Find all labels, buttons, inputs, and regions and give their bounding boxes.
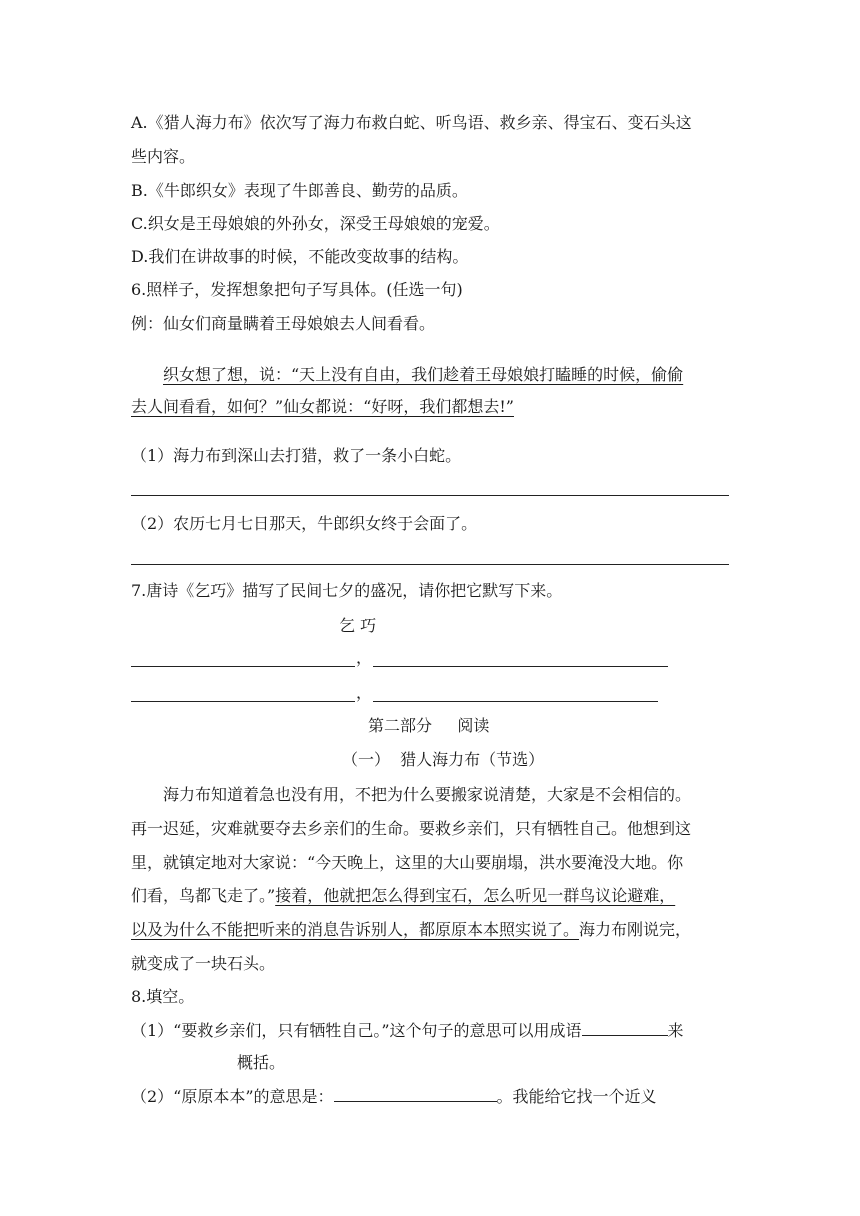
- question-8-item1: [131, 1020, 684, 1042]
- poem-comma-1: ，: [356, 648, 373, 667]
- poem-blank-3[interactable]: [131, 701, 355, 702]
- question-8-item1-text: （1）“要救乡亲们，只有牺牲自己。”这个句子的意思可以用成语: [131, 1021, 582, 1040]
- question-6-item2: （2）农历七月七日那天，牛郎织女终于会面了。: [131, 514, 478, 533]
- question-8-item2-text: （2）“原原本本”的意思是：: [131, 1087, 334, 1106]
- option-d: D.我们在讲故事的时候，不能改变故事的结构。: [131, 247, 469, 266]
- passage-subheading: （一） 猎人海力布（节选）: [342, 750, 545, 769]
- passage-underlined-part2: 以及为什么不能把听来的消息告诉别人，都原原本本照实说了。: [131, 920, 580, 939]
- passage-line1: 海力布知道着急也没有用，不把为什么要搬家说清楚，大家是不会相信的。: [163, 785, 692, 804]
- poem-blank-2[interactable]: [373, 666, 668, 667]
- question-6-example: 例：仙女们商量瞒着王母娘娘去人间看看。: [131, 314, 436, 333]
- question-8-item1-cont: 概括。: [237, 1053, 286, 1072]
- example-answer-line2: 去人间看看，如何？”仙女都说：“好呀，我们都想去!”: [131, 397, 514, 416]
- idiom-blank[interactable]: [582, 1021, 668, 1036]
- question-6-title: 6.照样子，发挥想象把句子写具体。(任选一句): [131, 280, 463, 299]
- poem-blank-1[interactable]: [131, 666, 355, 667]
- question-8-title: 8.填空。: [131, 987, 195, 1006]
- example-answer-line1: 织女想了想，说：“天上没有自由，我们趁着王母娘娘打瞌睡的时候，偷偷: [163, 365, 684, 384]
- part-2-heading: 第二部分 阅读: [368, 716, 490, 735]
- passage-line4-plain: 们看，鸟都飞走了。”: [131, 886, 276, 905]
- passage-line2: 再一迟延，灾难就要夺去乡亲们的生命。要救乡亲们，只有牺牲自己。他想到这: [131, 819, 692, 838]
- answer-line-2[interactable]: [131, 564, 729, 565]
- question-6-item1: （1）海力布到深山去打猎，救了一条小白蛇。: [131, 446, 462, 465]
- option-c: C.织女是王母娘娘的外孙女，深受王母娘娘的宠爱。: [131, 214, 500, 233]
- passage-line4: [131, 885, 675, 907]
- passage-line3: 里，就镇定地对大家说：“今天晚上，这里的大山要崩塌，洪水要淹没大地。你: [131, 853, 684, 872]
- question-7-title: 7.唐诗《乞巧》描写了民间七夕的盛况，请你把它默写下来。: [131, 581, 563, 600]
- option-a-line2: 些内容。: [131, 147, 196, 166]
- meaning-blank[interactable]: [334, 1087, 497, 1102]
- poem-comma-2: ，: [356, 683, 373, 702]
- passage-line6: 就变成了一块石头。: [131, 954, 276, 973]
- poem-title: 乞 巧: [339, 616, 377, 635]
- option-a-line1: A.《猎人海力布》依次写了海力布救白蛇、听鸟语、救乡亲、得宝石、变石头这: [131, 113, 692, 132]
- poem-blank-4[interactable]: [373, 701, 658, 702]
- passage-line5: [131, 919, 691, 941]
- passage-line5-plain: 海力布刚说完，: [579, 920, 692, 939]
- option-b: B.《牛郎织女》表现了牛郎善良、勤劳的品质。: [131, 181, 468, 200]
- answer-line-1[interactable]: [131, 495, 729, 496]
- passage-underlined-part1: 接着，他就把怎么得到宝石，怎么听见一群鸟议论避难，: [275, 886, 676, 905]
- question-8-item2-suffix: 。我能给它找一个近义: [496, 1087, 657, 1106]
- question-8-item2: [131, 1086, 657, 1108]
- question-8-item1-suffix: 来: [667, 1021, 684, 1040]
